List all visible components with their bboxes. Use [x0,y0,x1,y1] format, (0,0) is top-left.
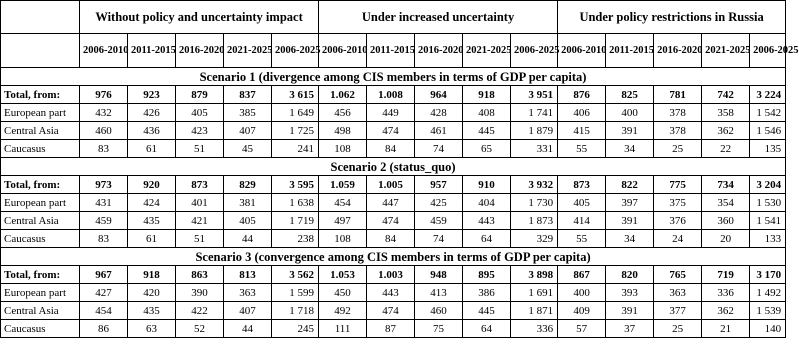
table-row [1,86,786,104]
table-cell: 37 [606,320,654,338]
table-cell: 445 [463,122,511,140]
row-label: European part [1,284,80,302]
table-cell: 408 [463,104,511,122]
table-cell: 454 [319,194,367,212]
table-cell: 409 [558,302,606,320]
table-cell: 1 599 [272,284,319,302]
table-cell: 1.059 [319,176,367,194]
table-cell: 51 [176,230,224,248]
table-cell: 362 [702,302,750,320]
period-header: 2006-2025 [750,34,786,68]
table-cell: 976 [80,86,128,104]
table-cell: 405 [224,212,272,230]
table-row [1,302,786,320]
table-cell: 424 [128,194,176,212]
scenario-title-row [1,158,786,176]
period-header: 2016-2020 [415,34,463,68]
row-label: European part [1,194,80,212]
table-cell: 719 [702,266,750,284]
corner-cell [1,34,80,68]
table-cell: 83 [80,140,128,158]
table-cell: 957 [415,176,463,194]
table-cell: 474 [367,212,415,230]
row-label: Central Asia [1,302,80,320]
table-cell: 474 [367,302,415,320]
table-cell: 22 [702,140,750,158]
table-cell: 3 615 [272,86,319,104]
table-cell: 1 871 [511,302,558,320]
table-cell: 895 [463,266,511,284]
table-cell: 375 [654,194,702,212]
table-cell: 140 [750,320,786,338]
table-row [1,194,786,212]
table-cell: 775 [654,176,702,194]
table-cell: 400 [606,104,654,122]
period-header: 2021-2025 [702,34,750,68]
table-cell: 362 [702,122,750,140]
period-header: 2011-2015 [128,34,176,68]
table-cell: 431 [80,194,128,212]
table-cell: 474 [367,122,415,140]
table-cell: 405 [558,194,606,212]
table-cell: 781 [654,86,702,104]
table-cell: 450 [319,284,367,302]
row-label: Total, from: [1,86,80,104]
table-cell: 390 [176,284,224,302]
table-cell: 1 539 [750,302,786,320]
table-cell: 51 [176,140,224,158]
table-cell: 829 [224,176,272,194]
table-row [1,122,786,140]
table-cell: 492 [319,302,367,320]
table-cell: 378 [654,122,702,140]
table-cell: 813 [224,266,272,284]
table-cell: 407 [224,122,272,140]
row-label: Caucasus [1,140,80,158]
table-cell: 3 224 [750,86,786,104]
table-cell: 45 [224,140,272,158]
table-cell: 25 [654,140,702,158]
table-cell: 837 [224,86,272,104]
table-cell: 135 [750,140,786,158]
group-header-policy-restrictions: Under policy restrictions in Russia [558,1,786,34]
table-cell: 44 [224,230,272,248]
scenario-title: Scenario 2 (status_quo) [1,158,786,176]
scenario-title: Scenario 3 (convergence among CIS members in terms of GDP per capita) [1,248,786,266]
table-cell: 3 951 [511,86,558,104]
table-cell: 400 [558,284,606,302]
table-cell: 460 [80,122,128,140]
table-cell: 443 [367,284,415,302]
table-cell: 20 [702,230,750,248]
table-cell: 1.003 [367,266,415,284]
table-cell: 973 [80,176,128,194]
table-row [1,284,786,302]
table-cell: 1 541 [750,212,786,230]
table-cell: 83 [80,230,128,248]
table-cell: 331 [511,140,558,158]
table-cell: 1 649 [272,104,319,122]
table-cell: 61 [128,140,176,158]
table-cell: 34 [606,140,654,158]
table-cell: 64 [463,230,511,248]
table-cell: 873 [558,176,606,194]
table-cell: 55 [558,230,606,248]
table-cell: 3 562 [272,266,319,284]
table-cell: 24 [654,230,702,248]
table-cell: 377 [654,302,702,320]
table-cell: 245 [272,320,319,338]
table-cell: 401 [176,194,224,212]
table-cell: 336 [511,320,558,338]
table-cell: 391 [606,122,654,140]
table-cell: 74 [415,140,463,158]
table-cell: 454 [80,302,128,320]
row-label: Total, from: [1,266,80,284]
table-row [1,266,786,284]
table-cell: 354 [702,194,750,212]
table-cell: 414 [558,212,606,230]
table-cell: 404 [463,194,511,212]
table-cell: 363 [654,284,702,302]
table-cell: 241 [272,140,319,158]
table-cell: 393 [606,284,654,302]
period-header: 2006-2010 [558,34,606,68]
table-cell: 910 [463,176,511,194]
table-cell: 873 [176,176,224,194]
table-row [1,212,786,230]
table-cell: 75 [415,320,463,338]
table-cell: 391 [606,212,654,230]
table-cell: 435 [128,212,176,230]
table-cell: 84 [367,230,415,248]
table-cell: 822 [606,176,654,194]
table-cell: 378 [654,104,702,122]
row-label: Caucasus [1,230,80,248]
period-header: 2016-2020 [654,34,702,68]
table-cell: 459 [80,212,128,230]
table-cell: 1 718 [272,302,319,320]
table-cell: 421 [176,212,224,230]
table-cell: 61 [128,230,176,248]
table-cell: 3 170 [750,266,786,284]
table-cell: 84 [367,140,415,158]
table-cell: 405 [176,104,224,122]
row-label: Central Asia [1,212,80,230]
table-cell: 426 [128,104,176,122]
table-cell: 879 [176,86,224,104]
table-cell: 460 [415,302,463,320]
table-cell: 1.053 [319,266,367,284]
table-cell: 1.005 [367,176,415,194]
scenario-title-row [1,248,786,266]
row-label: European part [1,104,80,122]
table-row [1,140,786,158]
period-header: 2021-2025 [224,34,272,68]
period-header: 2011-2015 [367,34,415,68]
table-cell: 820 [606,266,654,284]
row-label: Central Asia [1,122,80,140]
group-header-baseline: Without policy and uncertainty impact [80,1,319,34]
table-cell: 386 [463,284,511,302]
row-label: Total, from: [1,176,80,194]
table-cell: 407 [224,302,272,320]
table-cell: 427 [80,284,128,302]
period-header: 2006-2025 [511,34,558,68]
table-cell: 64 [463,320,511,338]
table-cell: 385 [224,104,272,122]
table-cell: 449 [367,104,415,122]
table-cell: 1 719 [272,212,319,230]
table-cell: 415 [558,122,606,140]
table-cell: 1 542 [750,104,786,122]
table-cell: 52 [176,320,224,338]
table-cell: 422 [176,302,224,320]
table-cell: 432 [80,104,128,122]
table-cell: 21 [702,320,750,338]
table-cell: 1.062 [319,86,367,104]
scenario-title-row [1,68,786,86]
table-cell: 863 [176,266,224,284]
table-cell: 1 873 [511,212,558,230]
table-cell: 413 [415,284,463,302]
table-cell: 447 [367,194,415,212]
corner-cell [1,1,80,34]
period-header: 2006-2025 [272,34,319,68]
table-row [1,104,786,122]
period-header: 2006-2010 [80,34,128,68]
table-cell: 1 879 [511,122,558,140]
table-cell: 1 638 [272,194,319,212]
table-cell: 765 [654,266,702,284]
table-cell: 425 [415,194,463,212]
table-cell: 87 [367,320,415,338]
table-cell: 74 [415,230,463,248]
table-cell: 867 [558,266,606,284]
table-cell: 420 [128,284,176,302]
table-cell: 358 [702,104,750,122]
table-cell: 406 [558,104,606,122]
table-cell: 376 [654,212,702,230]
table-cell: 923 [128,86,176,104]
table-cell: 44 [224,320,272,338]
table-cell: 423 [176,122,224,140]
table-row [1,230,786,248]
table-cell: 3 204 [750,176,786,194]
table-cell: 1 691 [511,284,558,302]
table-row [1,176,786,194]
row-label: Caucasus [1,320,80,338]
table-cell: 964 [415,86,463,104]
table-cell: 443 [463,212,511,230]
table-cell: 918 [463,86,511,104]
table-cell: 825 [606,86,654,104]
table-cell: 397 [606,194,654,212]
table-cell: 1 730 [511,194,558,212]
table-cell: 1 725 [272,122,319,140]
table-cell: 133 [750,230,786,248]
table-cell: 108 [319,230,367,248]
table-cell: 967 [80,266,128,284]
table-cell: 381 [224,194,272,212]
table-cell: 25 [654,320,702,338]
period-header: 2016-2020 [176,34,224,68]
table-cell: 456 [319,104,367,122]
table-cell: 742 [702,86,750,104]
period-header: 2021-2025 [463,34,511,68]
table-cell: 1 741 [511,104,558,122]
table-cell: 86 [80,320,128,338]
table-cell: 920 [128,176,176,194]
table-cell: 329 [511,230,558,248]
table-cell: 111 [319,320,367,338]
table-cell: 34 [606,230,654,248]
table-cell: 63 [128,320,176,338]
table-row [1,320,786,338]
table-cell: 336 [702,284,750,302]
table-cell: 363 [224,284,272,302]
table-cell: 238 [272,230,319,248]
group-header-uncertainty: Under increased uncertainty [319,1,558,34]
table-cell: 436 [128,122,176,140]
table-cell: 1 492 [750,284,786,302]
table-cell: 3 595 [272,176,319,194]
table-cell: 65 [463,140,511,158]
table-cell: 459 [415,212,463,230]
table-cell: 498 [319,122,367,140]
table-cell: 445 [463,302,511,320]
table-cell: 876 [558,86,606,104]
table-cell: 1 530 [750,194,786,212]
table-cell: 360 [702,212,750,230]
table-cell: 3 898 [511,266,558,284]
table-cell: 461 [415,122,463,140]
table-cell: 734 [702,176,750,194]
table-cell: 3 932 [511,176,558,194]
table-cell: 1 546 [750,122,786,140]
table-cell: 391 [606,302,654,320]
period-header: 2006-2010 [319,34,367,68]
table-cell: 55 [558,140,606,158]
table-cell: 428 [415,104,463,122]
scenario-title: Scenario 1 (divergence among CIS members in terms of GDP per capita) [1,68,786,86]
table-cell: 108 [319,140,367,158]
table-cell: 918 [128,266,176,284]
table-cell: 497 [319,212,367,230]
table-cell: 57 [558,320,606,338]
period-header: 2011-2015 [606,34,654,68]
period-header-row [1,34,786,68]
table-cell: 948 [415,266,463,284]
table-cell: 435 [128,302,176,320]
table-cell: 1.008 [367,86,415,104]
